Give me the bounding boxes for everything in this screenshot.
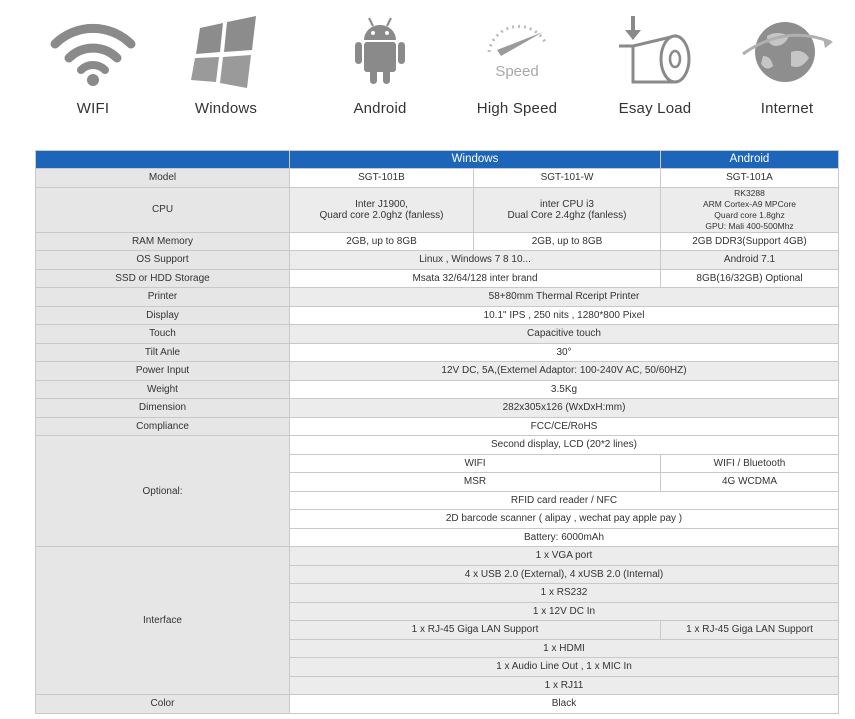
header-blank-cell: [36, 151, 290, 169]
table-row-power: [36, 362, 839, 381]
table-header-row: [36, 151, 839, 169]
row-label: Weight: [36, 380, 290, 399]
cpu-a-line2: ARM Cortex-A9 MPCore: [702, 198, 797, 209]
row-label: OS Support: [36, 251, 290, 270]
cell-storage-windows: Msata 32/64/128 inter brand: [290, 269, 661, 288]
speed-icon-text: Speed: [495, 63, 539, 80]
table-row-model: [36, 169, 839, 188]
cpu-b-line1: Inter J1900,: [355, 198, 408, 210]
table-row-color: [36, 695, 839, 714]
cell-power: 12V DC, 5A,(Externel Adaptor: 100-240V AC, 50/60HZ): [290, 362, 839, 381]
header-android: Android: [661, 151, 839, 169]
feature-label: Internet: [760, 100, 814, 117]
row-label: Display: [36, 306, 290, 325]
feature-android: [310, 0, 450, 135]
wifi-icon: [43, 12, 143, 88]
row-label: Touch: [36, 325, 290, 344]
cell-interface-dc: 1 x 12V DC In: [290, 602, 839, 621]
cpu-a-line3: Quard core 1.8ghz: [714, 209, 785, 220]
table-row-cpu: [36, 187, 839, 232]
cell-interface-audio: 1 x Audio Line Out , 1 x MIC In: [290, 658, 839, 677]
cell-optional-rfid: RFID card reader / NFC: [290, 491, 839, 510]
table-row-interface: [36, 547, 839, 566]
cell-os-windows: Linux , Windows 7 8 10...: [290, 251, 661, 270]
paper-roll-icon: [605, 12, 705, 88]
feature-internet: [717, 0, 855, 135]
android-robot-icon: [330, 12, 430, 88]
row-label: Interface: [36, 547, 290, 695]
cell-optional-4g: 4G WCDMA: [661, 473, 839, 492]
cell-interface-hdmi: 1 x HDMI: [290, 639, 839, 658]
feature-label: WIFI: [76, 100, 110, 117]
cell-interface-vga: 1 x VGA port: [290, 547, 839, 566]
row-label: RAM Memory: [36, 232, 290, 251]
cell-cpu-w: [474, 187, 661, 232]
feature-windows: [156, 0, 296, 135]
cell-printer: 58+80mm Thermal Rceript Printer: [290, 288, 839, 307]
row-label: Printer: [36, 288, 290, 307]
cell-display: 10.1" IPS , 250 nits , 1280*800 Pixel: [290, 306, 839, 325]
row-label: Dimension: [36, 399, 290, 418]
cell-optional-battery: Battery: 6000mAh: [290, 528, 839, 547]
cell-dimension: 282x305x126 (WxDxH:mm): [290, 399, 839, 418]
cell-compliance: FCC/CE/RoHS: [290, 417, 839, 436]
cell-optional-barcode: 2D barcode scanner ( alipay , wechat pay apple pay ): [290, 510, 839, 529]
cell-ram-b: 2GB, up to 8GB: [290, 232, 474, 251]
row-label: Power Input: [36, 362, 290, 381]
cell-touch: Capacitive touch: [290, 325, 839, 344]
table-row-optional: [36, 436, 839, 455]
table-row-storage: [36, 269, 839, 288]
cell-cpu-a: [661, 187, 839, 232]
cell-ram-a: 2GB DDR3(Support 4GB): [661, 232, 839, 251]
cell-storage-android: 8GB(16/32GB) Optional: [661, 269, 839, 288]
feature-label: Android: [353, 100, 407, 117]
globe-icon: [737, 12, 837, 88]
feature-label: High Speed: [476, 100, 558, 117]
row-label: Color: [36, 695, 290, 714]
cell-model-b: SGT-101B: [290, 169, 474, 188]
cell-optional-wifi-android: WIFI / Bluetooth: [661, 454, 839, 473]
row-label: Model: [36, 169, 290, 188]
cell-optional-msr: MSR: [290, 473, 661, 492]
table-row-weight: [36, 380, 839, 399]
table-row-tilt: [36, 343, 839, 362]
cell-os-android: Android 7.1: [661, 251, 839, 270]
table-row-display: [36, 306, 839, 325]
table-row-compliance: [36, 417, 839, 436]
speedometer-icon: [467, 12, 567, 88]
cell-color: Black: [290, 695, 839, 714]
cpu-b-line2: Quard core 2.0ghz (fanless): [319, 209, 444, 221]
row-label: Tilt Anle: [36, 343, 290, 362]
cell-optional-second-display: Second display, LCD (20*2 lines): [290, 436, 839, 455]
cell-interface-usb: 4 x USB 2.0 (External), 4 xUSB 2.0 (Internal): [290, 565, 839, 584]
cell-model-a: SGT-101A: [661, 169, 839, 188]
table-row-dimension: [36, 399, 839, 418]
cell-interface-lan-windows: 1 x RJ-45 Giga LAN Support: [290, 621, 661, 640]
row-label: CPU: [36, 187, 290, 232]
feature-wifi: [23, 0, 163, 135]
row-label: SSD or HDD Storage: [36, 269, 290, 288]
cpu-a-line1: RK3288: [734, 187, 765, 198]
header-windows: Windows: [290, 151, 661, 169]
table-row-printer: [36, 288, 839, 307]
feature-label: Windows: [194, 100, 258, 117]
cell-interface-rs232: 1 x RS232: [290, 584, 839, 603]
cell-tilt: 30°: [290, 343, 839, 362]
spec-table: [35, 150, 839, 714]
row-label: Optional:: [36, 436, 290, 547]
cell-interface-lan-android: 1 x RJ-45 Giga LAN Support: [661, 621, 839, 640]
table-row-os: [36, 251, 839, 270]
cell-interface-rj11: 1 x RJ11: [290, 676, 839, 695]
cell-model-w: SGT-101-W: [474, 169, 661, 188]
cpu-w-line2: Dual Core 2.4ghz (fanless): [507, 209, 627, 221]
cpu-a-line4: GPU: Mali 400-500Mhz: [705, 220, 794, 231]
feature-label: Esay Load: [618, 100, 692, 117]
table-row-ram: [36, 232, 839, 251]
windows-logo-icon: [176, 12, 276, 88]
cpu-w-line1: inter CPU i3: [540, 198, 594, 210]
cell-cpu-b: [290, 187, 474, 232]
row-label: Compliance: [36, 417, 290, 436]
cell-weight: 3.5Kg: [290, 380, 839, 399]
table-row-touch: [36, 325, 839, 344]
feature-icons-row: [0, 0, 855, 135]
cell-optional-wifi-windows: WIFI: [290, 454, 661, 473]
feature-high-speed: [447, 0, 587, 135]
cell-ram-w: 2GB, up to 8GB: [474, 232, 661, 251]
feature-easy-load: [585, 0, 725, 135]
